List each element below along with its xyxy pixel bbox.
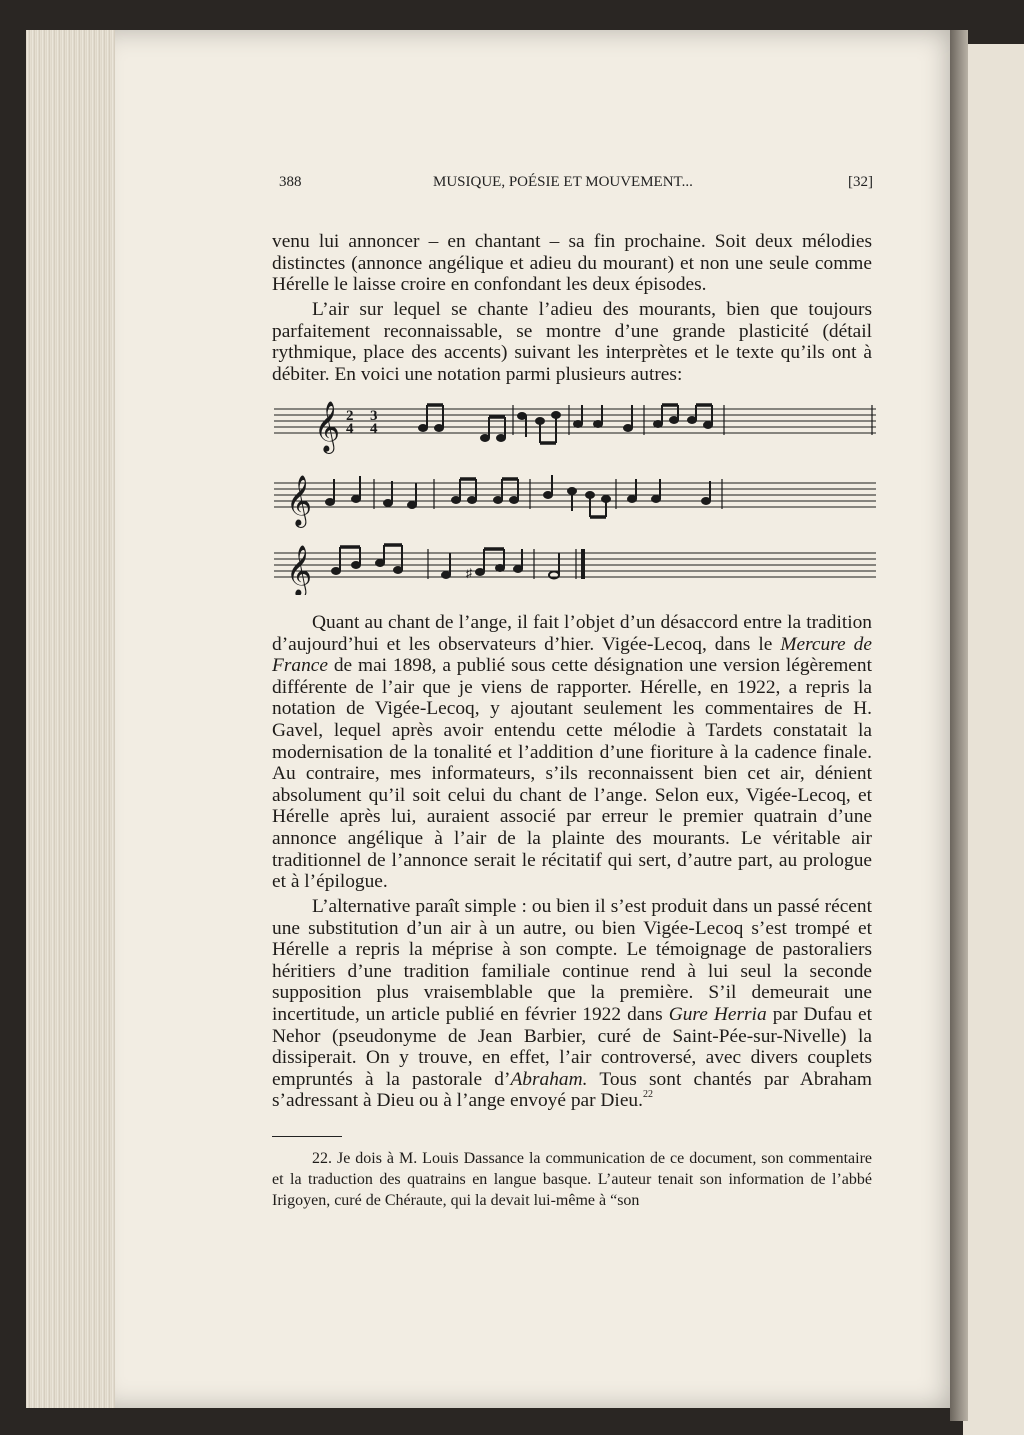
- paragraph-4: [272, 896, 872, 1112]
- paragraph-3-part-b: de mai 1898, a publié sous cette désignation une version légèrement différente de l’air que je viens de rapporter. Hérelle, en 1922, a repris la notation de Vigée-Lecoq, y ajoutant seulement les commentaires de H. Gavel, lequel après avoir entendu cette mélodie à Tardets constatait la modernisation de la tonalité et l’addition d’une fioriture à la cadence finale. Au contraire, mes informateurs, s’ils reconnaissent bien cet air, dénient absolument qu’il soit celui du chant de l’ange. Selon eux, Vigée-Lecoq, et Hérelle après lui, auraient associé par erreur le premier quatrain d’une annonce angélique à l’air de la plainte des mourants. Le véritable air traditionnel de l’annonce serait le récitatif qui sert, d’autre part, au prologue et à l’épilogue.: [272, 655, 872, 893]
- running-title: MUSIQUE, POÉSIE ET MOUVEMENT...: [433, 174, 693, 190]
- paragraph-4-text: [272, 896, 872, 1112]
- paragraph-2: [272, 299, 872, 385]
- paragraph-3-part-a: Quant au chant de l’ange, il fait l’objet d’un désaccord entre la tradition d’aujourd’hui et les observateurs d’hier. Vigée-Lecoq, dans le: [272, 612, 872, 655]
- treble-clef-2: 𝄞: [286, 475, 313, 526]
- paragraph-1: [272, 231, 872, 296]
- gure-herria-title: Gure Herria: [668, 1003, 767, 1025]
- notes-staff-1: [419, 405, 872, 443]
- time-sig-1-bottom: 4: [346, 421, 354, 437]
- book-gutter: [950, 30, 968, 1421]
- sharp-sign: ♯: [466, 566, 472, 580]
- mercure-de-france-title: Mercure de France: [272, 633, 872, 677]
- paragraph-3-text: [272, 612, 872, 893]
- staff-3: [274, 553, 876, 577]
- paragraph-1-text: venu lui annoncer – en chantant – sa fin prochaine. Soit deux mélodies distinctes (annonce angélique et adieu du mourant) et non une seule comme Hérelle le laisse croire en confondant les deux épisodes.: [272, 231, 872, 296]
- musical-notation: [272, 395, 878, 595]
- paragraph-3: [272, 612, 872, 893]
- notes-staff-2: [326, 475, 722, 517]
- treble-clef-1: 𝄞: [314, 401, 341, 452]
- section-marker: [32]: [848, 174, 873, 190]
- staff-2: [274, 483, 876, 507]
- abraham-title: Abraham.: [510, 1068, 588, 1090]
- book-page-edges: [26, 30, 122, 1408]
- paragraph-4-part-b: par Dufau et Nehor (pseudonyme de Jean Barbier, curé de Saint-Pée-sur-Nivelle) la dissiperait. On y trouve, en effet, l’air controversé, avec divers couplets empruntés à la pastorale d’: [272, 1003, 872, 1090]
- paragraph-4-part-a: L’alternative paraît simple : ou bien il s’est produit dans un passé récent une substitution d’un air à un autre, ou bien Vigée-Lecoq s’est trompé et Hérelle a repris la méprise à son compte. Le témoignage de pastoraliers héritiers d’une tradition familiale continue rend à lui seul la seconde supposition plus vraisemblable que la première. S’il demeurait une incertitude, un article publié en février 1922 dans: [272, 896, 872, 1025]
- time-sig-1-top: 2: [346, 408, 354, 424]
- footnote-rule: [272, 1136, 342, 1137]
- page-number: 388: [279, 174, 302, 190]
- footnote-text: 22. Je dois à M. Louis Dassance la communication de ce document, son commentaire et la traduction des quatrains en langue basque. L’auteur tenait son information de l’abbé Irigoyen, curé de Chéraute, qui la devait lui-même à “son: [272, 1150, 872, 1209]
- facing-page: [963, 44, 1024, 1435]
- footnote-reference[interactable]: 22: [642, 1089, 653, 1101]
- time-sig-2-top: 3: [370, 408, 378, 424]
- treble-clef-3: 𝄞: [286, 545, 313, 595]
- paragraph-4-part-c: Tous sont chantés par Abraham s’adressant à Dieu ou à l’ange envoyé par Dieu.: [272, 1068, 872, 1112]
- time-sig-2-bottom: 4: [370, 421, 378, 437]
- footnote-22: [272, 1148, 872, 1211]
- paragraph-2-text: L’air sur lequel se chante l’adieu des mourants, bien que toujours parfaitement reconnaissable, se montre d’une grande plasticité (détail rythmique, place des accents) suivant les interprètes et le texte qu’ils ont à débiter. En voici une notation parmi plusieurs autres:: [272, 299, 872, 385]
- notes-staff-3: [332, 545, 583, 580]
